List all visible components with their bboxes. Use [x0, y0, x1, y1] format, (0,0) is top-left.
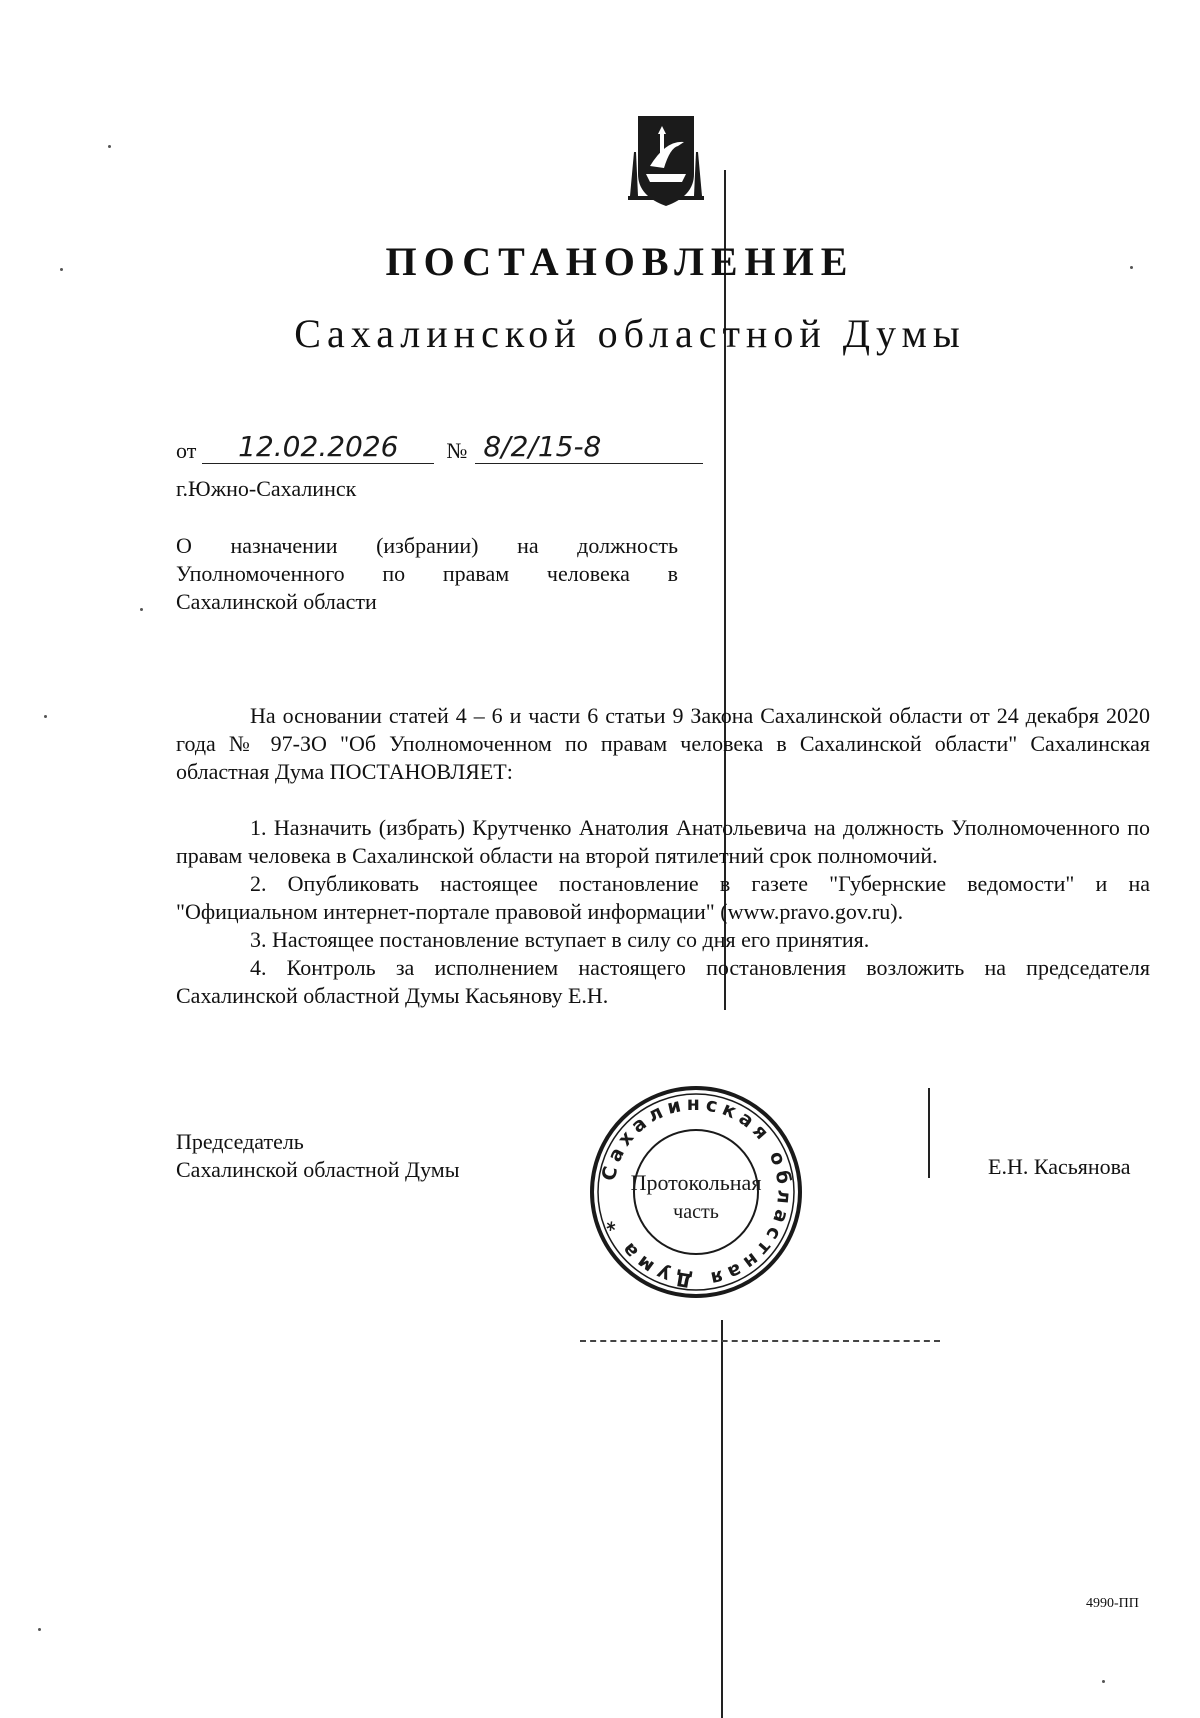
- resolution-item-1: 1. Назначить (избрать) Крутченко Анатолия Анатольевича на должность Уполномоченного по правам человека в Сахалинской области на второй пятилетний срок полномочий.: [176, 815, 1150, 868]
- handwritten-date: 12.02.2026: [202, 430, 434, 464]
- resolution-item-4: 4. Контроль за исполнением настоящего постановления возложить на председателя Сахалинской областной Думы Касьянову Е.Н.: [176, 955, 1150, 1008]
- scan-speck: [44, 715, 47, 718]
- svg-text:Протокольная: Протокольная: [630, 1170, 762, 1195]
- date-prefix: от: [176, 438, 197, 463]
- resolution-item-3: 3. Настоящее постановление вступает в силу со дня его принятия.: [250, 927, 870, 952]
- scan-speck: [108, 145, 111, 148]
- date-number-row: [176, 430, 703, 464]
- signatory-name: Е.Н. Касьянова: [988, 1154, 1131, 1179]
- resolution-item-2: 2. Опубликовать настоящее постановление в газете "Губернские ведомости" и на "Официальном интернет-портале правовой информации" (www.pravo.gov.ru).: [176, 871, 1150, 924]
- scan-speck: [38, 1628, 41, 1631]
- scan-dash-line: [580, 1340, 940, 1342]
- handwritten-number: 8/2/15-8: [475, 430, 703, 464]
- coat-of-arms-emblem: [628, 112, 704, 208]
- document-subject: [176, 532, 678, 616]
- official-seal: [586, 1082, 806, 1302]
- signatory-position: [176, 1128, 459, 1184]
- subject-line: О назначении (избрании) на должность: [176, 533, 678, 558]
- preamble-paragraph: На основании статей 4 – 6 и части 6 статьи 9 Закона Сахалинской области от 24 декабря 2020 года № 97-ЗО "Об Уполномоченном по правам человека в Сахалинской области" Сахалинская областная Дума ПОСТАНОВЛЯЕТ:: [176, 703, 1150, 784]
- svg-text:часть: часть: [673, 1201, 719, 1223]
- scan-speck: [1102, 1680, 1105, 1683]
- subject-line: Уполномоченного по правам человека в: [176, 561, 678, 586]
- position-line: Сахалинской областной Думы: [176, 1157, 460, 1182]
- scan-speck: [140, 608, 143, 611]
- scan-fold-line-lower: [721, 1320, 723, 1718]
- number-sign: №: [446, 438, 468, 463]
- issuer-name: Сахалинской областной Думы: [294, 311, 966, 356]
- document-title: ПОСТАНОВЛЕНИЕ: [385, 239, 855, 284]
- city-line: г.Южно-Сахалинск: [176, 476, 357, 501]
- document-body: [176, 702, 1150, 1010]
- position-line: Председатель: [176, 1129, 304, 1154]
- svg-text:Сахалинская областная Дума *: Сахалинская областная Дума *: [597, 1092, 796, 1292]
- document-code: 4990-ПП: [1086, 1596, 1139, 1611]
- scan-edge-line: [928, 1088, 930, 1178]
- subject-line: Сахалинской области: [176, 589, 377, 614]
